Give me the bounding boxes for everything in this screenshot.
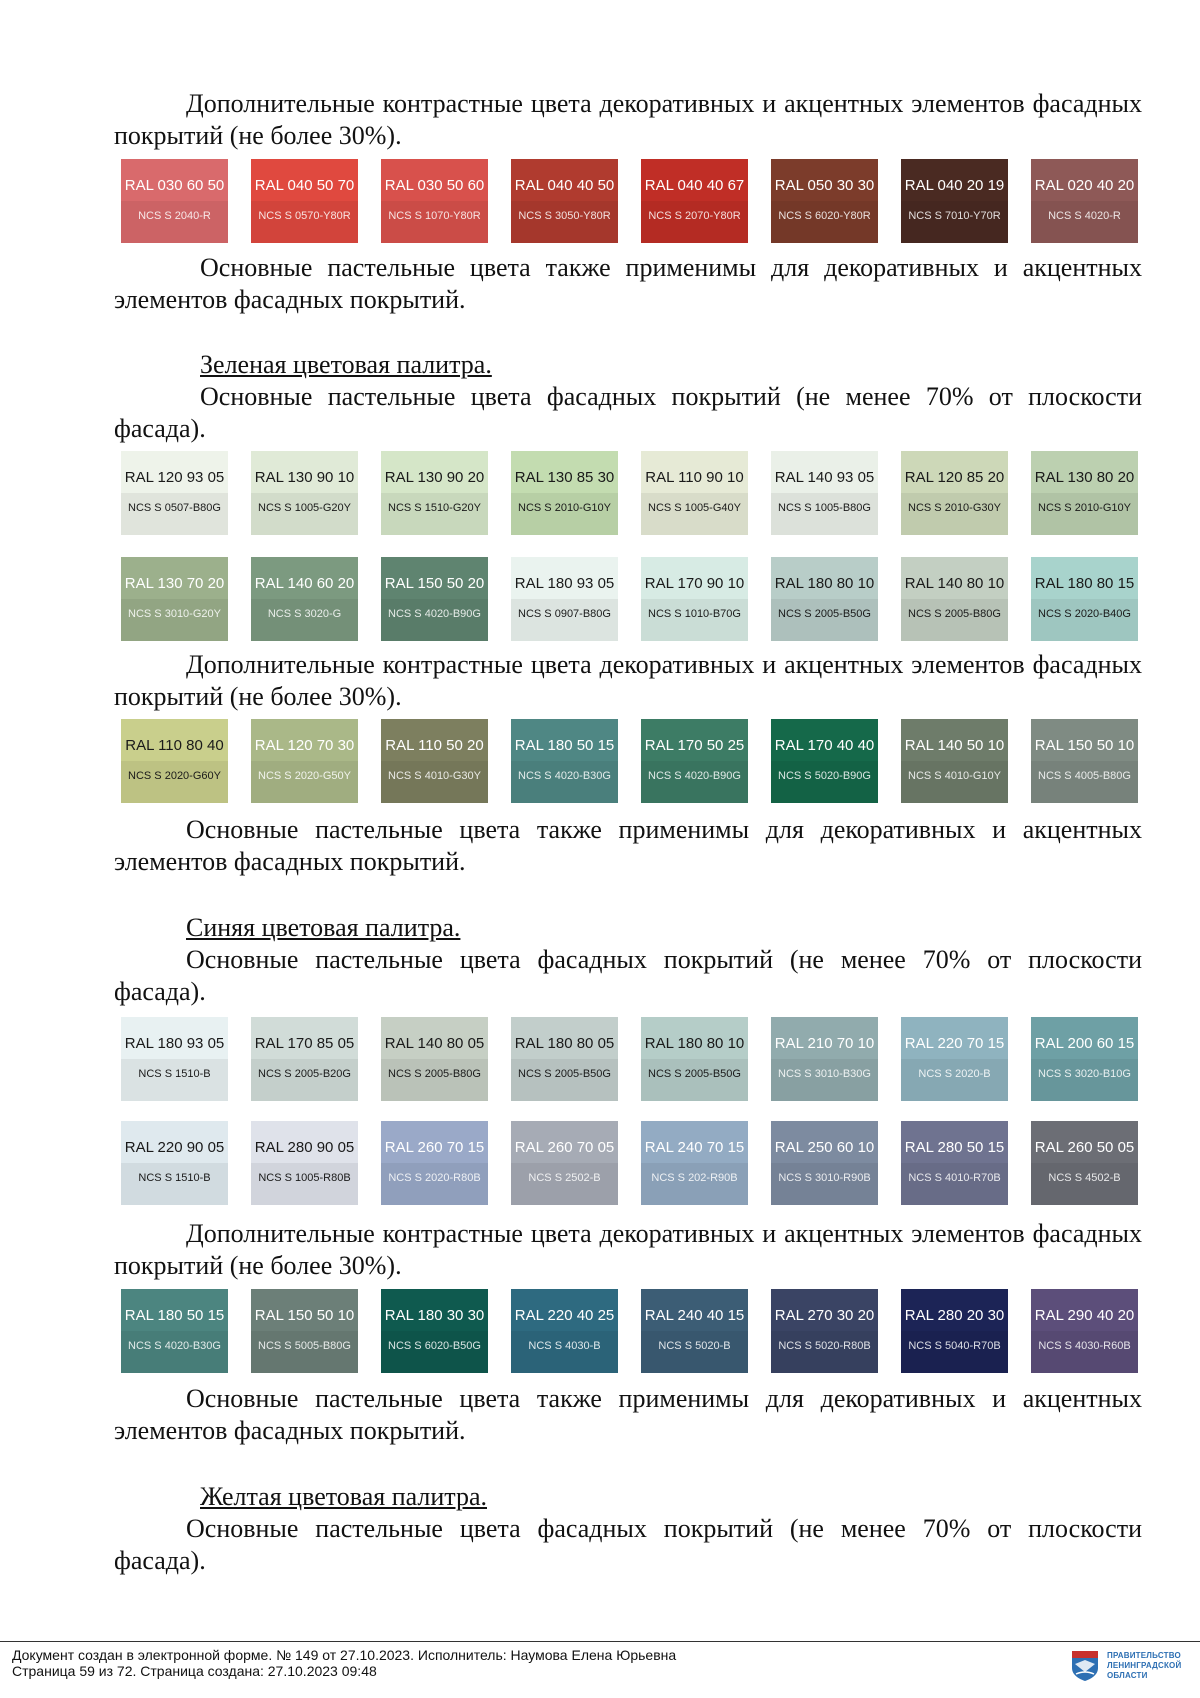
- ral-code: RAL 180 80 10: [644, 1035, 745, 1052]
- ncs-code: NCS S 4502-B: [1048, 1172, 1121, 1184]
- color-swatch: [121, 719, 228, 803]
- green-main-swatches-row-1: [121, 451, 1137, 535]
- ral-code: RAL 030 60 50: [124, 177, 225, 194]
- ral-code: RAL 240 70 15: [644, 1139, 745, 1156]
- ral-code: RAL 180 50 15: [514, 737, 615, 754]
- ncs-code: NCS S 2010-G30Y: [908, 502, 1001, 514]
- color-swatch: [121, 451, 228, 535]
- ncs-code: NCS S 3020-G: [267, 608, 342, 620]
- ncs-code: NCS S 4010-G30Y: [388, 770, 481, 782]
- ral-code: RAL 200 60 15: [1034, 1035, 1135, 1052]
- color-swatch: [901, 719, 1008, 803]
- color-swatch: [121, 1121, 228, 1205]
- ral-code: RAL 130 90 10: [254, 469, 355, 486]
- government-logo: [1071, 1650, 1186, 1682]
- color-swatch: [511, 1017, 618, 1101]
- ral-code: RAL 180 50 15: [124, 1307, 225, 1324]
- ncs-code: NCS S 2020-B: [918, 1068, 991, 1080]
- ral-code: RAL 170 85 05: [254, 1035, 355, 1052]
- color-swatch: [771, 1017, 878, 1101]
- color-swatch: [251, 1289, 358, 1373]
- ral-code: RAL 180 80 10: [774, 575, 875, 592]
- ral-code: RAL 130 80 20: [1034, 469, 1135, 486]
- color-swatch: [1031, 451, 1138, 535]
- ral-code: RAL 130 90 20: [384, 469, 485, 486]
- coat-of-arms-icon: [1071, 1650, 1099, 1682]
- ncs-code: NCS S 4010-G10Y: [908, 770, 1001, 782]
- ral-code: RAL 140 93 05: [774, 469, 875, 486]
- logo-text-line-3: ОБЛАСТИ: [1107, 1671, 1148, 1680]
- ral-code: RAL 180 80 05: [514, 1035, 615, 1052]
- ncs-code: NCS S 6020-B50G: [388, 1340, 481, 1352]
- ral-code: RAL 040 50 70: [254, 177, 355, 194]
- ncs-code: NCS S 1070-Y80R: [388, 210, 481, 222]
- color-swatch: [771, 557, 878, 641]
- ncs-code: NCS S 1510-B: [138, 1172, 211, 1184]
- ncs-code: NCS S 3010-G20Y: [128, 608, 221, 620]
- ral-code: RAL 110 80 40: [125, 737, 224, 754]
- yellow-palette-heading: Желтая цветовая палитра.: [200, 1482, 487, 1511]
- color-swatch: [901, 1121, 1008, 1205]
- color-swatch: [251, 159, 358, 243]
- ncs-code: NCS S 2070-Y80R: [648, 210, 741, 222]
- color-swatch: [511, 1121, 618, 1205]
- color-swatch: [251, 719, 358, 803]
- ncs-code: NCS S 7010-Y70R: [908, 210, 1001, 222]
- ral-code: RAL 280 90 05: [254, 1139, 355, 1156]
- ncs-code: NCS S 1005-B80G: [778, 502, 871, 514]
- ral-code: RAL 260 70 05: [514, 1139, 615, 1156]
- yellow-main-intro: Основные пастельные цвета фасадных покрытий (не менее 70% от плоскости фасада).: [114, 1514, 1142, 1575]
- footer-document-info: Документ создан в электронной форме. № 149 от 27.10.2023. Исполнитель: Наумова Елена Юрьевна: [12, 1647, 677, 1663]
- ncs-code: NCS S 4020-B90G: [388, 608, 481, 620]
- color-swatch: [511, 1289, 618, 1373]
- ncs-code: NCS S 5020-R80B: [778, 1340, 871, 1352]
- color-swatch: [251, 451, 358, 535]
- ncs-code: NCS S 202-R90B: [651, 1172, 738, 1184]
- color-swatch: [121, 557, 228, 641]
- ral-code: RAL 040 40 50: [514, 177, 615, 194]
- ncs-code: NCS S 0907-B80G: [518, 608, 611, 620]
- color-swatch: [251, 1121, 358, 1205]
- ncs-code: NCS S 2040-R: [138, 210, 211, 222]
- blue-main-swatches-row-2: [121, 1121, 1137, 1205]
- ral-code: RAL 220 90 05: [124, 1139, 225, 1156]
- ral-code: RAL 140 50 10: [904, 737, 1005, 754]
- color-swatch: [1031, 1289, 1138, 1373]
- ncs-code: NCS S 2005-B80G: [388, 1068, 481, 1080]
- ral-code: RAL 240 40 15: [644, 1307, 745, 1324]
- color-swatch: [1031, 1017, 1138, 1101]
- color-swatch: [511, 159, 618, 243]
- blue-main-swatches-row-1: [121, 1017, 1137, 1101]
- color-swatch: [901, 557, 1008, 641]
- ncs-code: NCS S 2020-G50Y: [258, 770, 351, 782]
- color-swatch: [121, 159, 228, 243]
- color-swatch: [381, 159, 488, 243]
- color-swatch: [251, 1017, 358, 1101]
- blue-accent-swatches: [121, 1289, 1137, 1373]
- ncs-code: NCS S 2005-B50G: [648, 1068, 741, 1080]
- ral-code: RAL 040 20 19: [904, 177, 1005, 194]
- logo-text-line-2: ЛЕНИНГРАДСКОЙ: [1107, 1661, 1182, 1670]
- ncs-code: NCS S 3010-B30G: [778, 1068, 871, 1080]
- green-pastel-note: Основные пастельные цвета также применимы для декоративных и акцентных элементов фасадных покрытий.: [114, 815, 1142, 876]
- ral-code: RAL 150 50 20: [384, 575, 485, 592]
- ral-code: RAL 260 70 15: [384, 1139, 485, 1156]
- ncs-code: NCS S 1010-B70G: [648, 608, 741, 620]
- ncs-code: NCS S 1510-G20Y: [388, 502, 481, 514]
- ral-code: RAL 110 50 20: [385, 737, 484, 754]
- ncs-code: NCS S 1005-G20Y: [258, 502, 351, 514]
- color-swatch: [901, 1289, 1008, 1373]
- color-swatch: [901, 1017, 1008, 1101]
- ncs-code: NCS S 6020-Y80R: [778, 210, 871, 222]
- ral-code: RAL 120 93 05: [124, 469, 225, 486]
- ral-code: RAL 140 80 10: [904, 575, 1005, 592]
- ral-code: RAL 120 85 20: [904, 469, 1005, 486]
- footer-info: [12, 1647, 912, 1679]
- ncs-code: NCS S 3020-B10G: [1038, 1068, 1131, 1080]
- ncs-code: NCS S 5020-B90G: [778, 770, 871, 782]
- footer-divider: [0, 1641, 1200, 1642]
- ncs-code: NCS S 5020-B: [658, 1340, 731, 1352]
- ral-code: RAL 180 80 15: [1034, 575, 1135, 592]
- logo-text-line-1: ПРАВИТЕЛЬСТВО: [1107, 1651, 1181, 1660]
- ncs-code: NCS S 2010-G10Y: [518, 502, 611, 514]
- color-swatch: [641, 159, 748, 243]
- ral-code: RAL 020 40 20: [1034, 177, 1135, 194]
- color-swatch: [1031, 719, 1138, 803]
- ral-code: RAL 290 40 20: [1034, 1307, 1135, 1324]
- ral-code: RAL 170 40 40: [774, 737, 875, 754]
- color-swatch: [381, 719, 488, 803]
- color-swatch: [121, 1289, 228, 1373]
- ral-code: RAL 220 70 15: [904, 1035, 1005, 1052]
- color-swatch: [641, 719, 748, 803]
- ncs-code: NCS S 1510-B: [138, 1068, 211, 1080]
- ncs-code: NCS S 4010-R70B: [908, 1172, 1001, 1184]
- ncs-code: NCS S 2502-B: [528, 1172, 601, 1184]
- ncs-code: NCS S 4020-B90G: [648, 770, 741, 782]
- color-swatch: [381, 1121, 488, 1205]
- ncs-code: NCS S 2005-B20G: [258, 1068, 351, 1080]
- ncs-code: NCS S 4020-R: [1048, 210, 1121, 222]
- ral-code: RAL 270 30 20: [774, 1307, 875, 1324]
- logo-text: [1107, 1651, 1187, 1681]
- ral-code: RAL 180 30 30: [384, 1307, 485, 1324]
- ral-code: RAL 260 50 05: [1034, 1139, 1135, 1156]
- ral-code: RAL 250 60 10: [774, 1139, 875, 1156]
- color-swatch: [1031, 159, 1138, 243]
- red-accent-intro: Дополнительные контрастные цвета декоративных и акцентных элементов фасадных покрытий (не более 30%).: [114, 89, 1142, 150]
- color-swatch: [771, 1121, 878, 1205]
- ral-code: RAL 030 50 60: [384, 177, 485, 194]
- green-main-swatches-row-2: [121, 557, 1137, 641]
- color-swatch: [251, 557, 358, 641]
- ncs-code: NCS S 5040-R70B: [908, 1340, 1001, 1352]
- footer-page-info: Страница 59 из 72. Страница создана: 27.10.2023 09:48: [12, 1663, 377, 1679]
- ral-code: RAL 140 80 05: [384, 1035, 485, 1052]
- blue-palette-heading: Синяя цветовая палитра.: [186, 913, 461, 942]
- ncs-code: NCS S 2020-B40G: [1038, 608, 1131, 620]
- ncs-code: NCS S 4020-B30G: [128, 1340, 221, 1352]
- ral-code: RAL 280 20 30: [904, 1307, 1005, 1324]
- color-swatch: [1031, 1121, 1138, 1205]
- red-pastel-note: Основные пастельные цвета также применимы для декоративных и акцентных элементов фасадных покрытий.: [114, 253, 1142, 314]
- color-swatch: [121, 1017, 228, 1101]
- ral-code: RAL 050 30 30: [774, 177, 875, 194]
- blue-accent-intro: Дополнительные контрастные цвета декоративных и акцентных элементов фасадных покрытий (не более 30%).: [114, 1219, 1142, 1280]
- ral-code: RAL 040 40 67: [644, 177, 745, 194]
- blue-main-intro: Основные пастельные цвета фасадных покрытий (не менее 70% от плоскости фасада).: [114, 945, 1142, 1006]
- color-swatch: [511, 557, 618, 641]
- green-main-intro: Основные пастельные цвета фасадных покрытий (не менее 70% от плоскости фасада).: [114, 382, 1142, 443]
- ral-code: RAL 180 93 05: [124, 1035, 225, 1052]
- color-swatch: [381, 1017, 488, 1101]
- green-accent-swatches: [121, 719, 1137, 803]
- color-swatch: [641, 1121, 748, 1205]
- color-swatch: [381, 1289, 488, 1373]
- ncs-code: NCS S 4005-B80G: [1038, 770, 1131, 782]
- ral-code: RAL 150 50 10: [1034, 737, 1135, 754]
- ncs-code: NCS S 4020-B30G: [518, 770, 611, 782]
- color-swatch: [771, 1289, 878, 1373]
- color-swatch: [771, 451, 878, 535]
- ncs-code: NCS S 5005-B80G: [258, 1340, 351, 1352]
- green-accent-intro: Дополнительные контрастные цвета декоративных и акцентных элементов фасадных покрытий (не более 30%).: [114, 650, 1142, 711]
- ncs-code: NCS S 2020-R80B: [388, 1172, 481, 1184]
- color-swatch: [641, 451, 748, 535]
- ral-code: RAL 170 90 10: [644, 575, 745, 592]
- ncs-code: NCS S 2005-B50G: [778, 608, 871, 620]
- ncs-code: NCS S 1005-G40Y: [648, 502, 741, 514]
- red-accent-swatches: [121, 159, 1137, 243]
- ral-code: RAL 120 70 30: [254, 737, 355, 754]
- ral-code: RAL 170 50 25: [644, 737, 745, 754]
- ral-code: RAL 220 40 25: [514, 1307, 615, 1324]
- ncs-code: NCS S 2020-G60Y: [128, 770, 221, 782]
- color-swatch: [901, 451, 1008, 535]
- ncs-code: NCS S 4030-B: [528, 1340, 601, 1352]
- ncs-code: NCS S 3010-R90B: [778, 1172, 871, 1184]
- color-swatch: [641, 1017, 748, 1101]
- ncs-code: NCS S 1005-R80B: [258, 1172, 351, 1184]
- ncs-code: NCS S 2005-B50G: [518, 1068, 611, 1080]
- color-swatch: [641, 1289, 748, 1373]
- green-palette-heading: Зеленая цветовая палитра.: [200, 350, 492, 379]
- color-swatch: [511, 451, 618, 535]
- color-swatch: [511, 719, 618, 803]
- color-swatch: [641, 557, 748, 641]
- ral-code: RAL 280 50 15: [904, 1139, 1005, 1156]
- ral-code: RAL 140 60 20: [254, 575, 355, 592]
- ral-code: RAL 110 90 10: [645, 469, 744, 486]
- ral-code: RAL 130 70 20: [124, 575, 225, 592]
- color-swatch: [771, 159, 878, 243]
- color-swatch: [381, 557, 488, 641]
- blue-pastel-note: Основные пастельные цвета также применимы для декоративных и акцентных элементов фасадных покрытий.: [114, 1384, 1142, 1445]
- ncs-code: NCS S 0570-Y80R: [258, 210, 351, 222]
- ral-code: RAL 150 50 10: [254, 1307, 355, 1324]
- ral-code: RAL 210 70 10: [774, 1035, 875, 1052]
- ncs-code: NCS S 0507-B80G: [128, 502, 221, 514]
- ral-code: RAL 180 93 05: [514, 575, 615, 592]
- ncs-code: NCS S 3050-Y80R: [518, 210, 611, 222]
- ncs-code: NCS S 4030-R60B: [1038, 1340, 1131, 1352]
- ncs-code: NCS S 2010-G10Y: [1038, 502, 1131, 514]
- color-swatch: [771, 719, 878, 803]
- ral-code: RAL 130 85 30: [514, 469, 615, 486]
- color-swatch: [901, 159, 1008, 243]
- color-swatch: [381, 451, 488, 535]
- color-swatch: [1031, 557, 1138, 641]
- ncs-code: NCS S 2005-B80G: [908, 608, 1001, 620]
